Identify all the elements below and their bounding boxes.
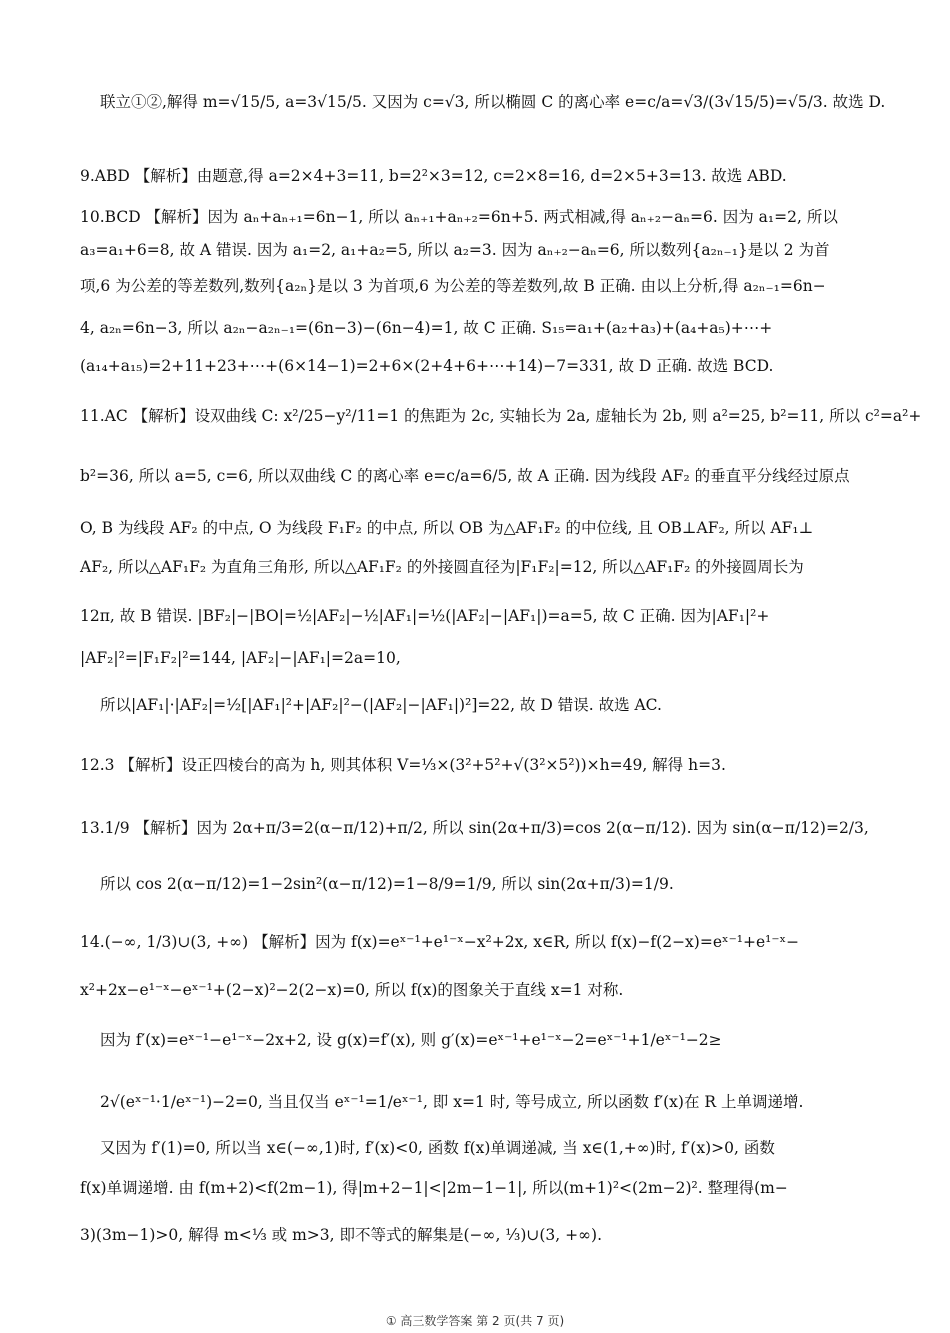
text-line: f(x)单调递增. 由 f(m+2)<f(2m−1), 得|m+2−1|<|2m−1−1|, 所以(m+1)²<(2m−2)². 整理得(m−: [80, 1179, 788, 1197]
text-line: 12.3 【解析】设正四棱台的高为 h, 则其体积 V=⅓×(3²+5²+√(3²×5²))×h=49, 解得 h=3.: [80, 756, 726, 774]
text-line: 所以 cos 2(α−π/12)=1−2sin²(α−π/12)=1−8/9=1/9, 所以 sin(2α+π/3)=1/9.: [100, 875, 674, 893]
text-line: AF₂, 所以△AF₁F₂ 为直角三角形, 所以△AF₁F₂ 的外接圆直径为|F₁F₂|=12, 所以△AF₁F₂ 的外接圆周长为: [80, 558, 804, 576]
text-line: b²=36, 所以 a=5, c=6, 所以双曲线 C 的离心率 e=c/a=6/5, 故 A 正确. 因为线段 AF₂ 的垂直平分线经过原点: [80, 467, 850, 485]
text-line: 3)(3m−1)>0, 解得 m<⅓ 或 m>3, 即不等式的解集是(−∞, ⅓)∪(3, +∞).: [80, 1226, 602, 1244]
text-line: x²+2x−e¹⁻ˣ−eˣ⁻¹+(2−x)²−2(2−x)=0, 所以 f(x)的图象关于直线 x=1 对称.: [80, 981, 624, 999]
text-line: 2√(eˣ⁻¹·1/eˣ⁻¹)−2=0, 当且仅当 eˣ⁻¹=1/eˣ⁻¹, 即 x=1 时, 等号成立, 所以函数 f′(x)在 R 上单调递增.: [100, 1093, 804, 1111]
text-line: 4, a₂ₙ=6n−3, 所以 a₂ₙ−a₂ₙ₋₁=(6n−3)−(6n−4)=1, 故 C 正确. S₁₅=a₁+(a₂+a₃)+(a₄+a₅)+⋯+: [80, 319, 773, 337]
text-line: O, B 为线段 AF₂ 的中点, O 为线段 F₁F₂ 的中点, 所以 OB 为△AF₁F₂ 的中位线, 且 OB⊥AF₂, 所以 AF₁⊥: [80, 519, 814, 537]
text-line: 10.BCD 【解析】因为 aₙ+aₙ₊₁=6n−1, 所以 aₙ₊₁+aₙ₊₂=6n+5. 两式相减,得 aₙ₊₂−aₙ=6. 因为 a₁=2, 所以: [80, 208, 838, 226]
text-line: 11.AC 【解析】设双曲线 C: x²/25−y²/11=1 的焦距为 2c, 实轴长为 2a, 虚轴长为 2b, 则 a²=25, b²=11, 所以 c²=a²+: [80, 407, 922, 425]
text-line: 13.1/9 【解析】因为 2α+π/3=2(α−π/12)+π/2, 所以 sin(2α+π/3)=cos 2(α−π/12). 因为 sin(α−π/12)=2/3,: [80, 819, 869, 837]
text-line: 12π, 故 B 错误. |BF₂|−|BO|=½|AF₂|−½|AF₁|=½(|AF₂|−|AF₁|)=a=5, 故 C 正确. 因为|AF₁|²+: [80, 607, 770, 625]
page-footer: ① 高三数学答案 第 2 页(共 7 页): [385, 1314, 565, 1328]
text-line: 14.(−∞, 1/3)∪(3, +∞) 【解析】因为 f(x)=eˣ⁻¹+e¹⁻ˣ−x²+2x, x∈R, 所以 f(x)−f(2−x)=eˣ⁻¹+e¹⁻ˣ−: [80, 933, 800, 951]
text-line: (a₁₄+a₁₅)=2+11+23+⋯+(6×14−1)=2+6×(2+4+6+⋯+14)−7=331, 故 D 正确. 故选 BCD.: [80, 357, 774, 375]
text-line: 联立①②,解得 m=√15/5, a=3√15/5. 又因为 c=√3, 所以椭圆 C 的离心率 e=c/a=√3/(3√15/5)=√5/3. 故选 D.: [100, 93, 886, 111]
text-line: 9.ABD 【解析】由题意,得 a=2×4+3=11, b=2²×3=12, c=2×8=16, d=2×5+3=13. 故选 ABD.: [80, 167, 787, 185]
text-line: 因为 f′(x)=eˣ⁻¹−e¹⁻ˣ−2x+2, 设 g(x)=f′(x), 则 g′(x)=eˣ⁻¹+e¹⁻ˣ−2=eˣ⁻¹+1/eˣ⁻¹−2≥: [100, 1031, 722, 1049]
text-line: 所以|AF₁|·|AF₂|=½[|AF₁|²+|AF₂|²−(|AF₂|−|AF₁|)²]=22, 故 D 错误. 故选 AC.: [100, 696, 662, 714]
text-line: 又因为 f′(1)=0, 所以当 x∈(−∞,1)时, f′(x)<0, 函数 f(x)单调递减, 当 x∈(1,+∞)时, f′(x)>0, 函数: [100, 1139, 775, 1157]
text-line: a₃=a₁+6=8, 故 A 错误. 因为 a₁=2, a₁+a₂=5, 所以 a₂=3. 因为 aₙ₊₂−aₙ=6, 所以数列{a₂ₙ₋₁}是以 2 为首: [80, 241, 830, 259]
text-line: |AF₂|²=|F₁F₂|²=144, |AF₂|−|AF₁|=2a=10,: [80, 649, 401, 667]
text-line: 项,6 为公差的等差数列,数列{a₂ₙ}是以 3 为首项,6 为公差的等差数列,故 B 正确. 由以上分析,得 a₂ₙ₋₁=6n−: [80, 277, 826, 295]
